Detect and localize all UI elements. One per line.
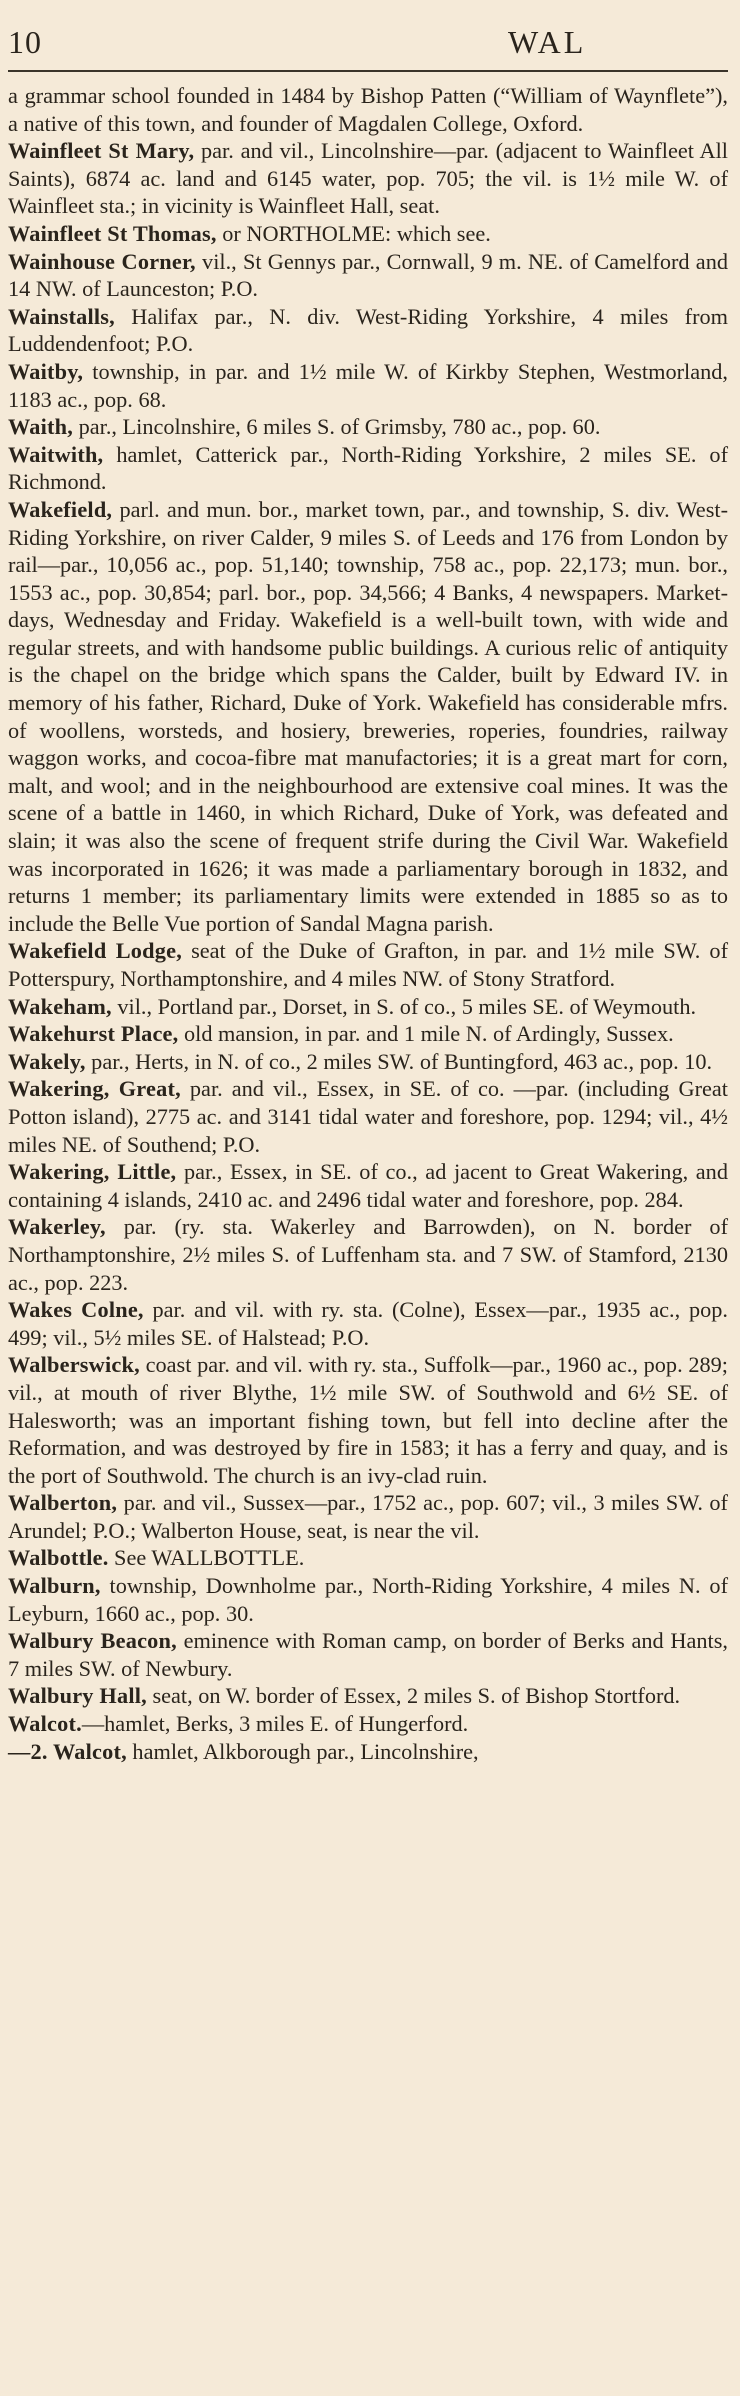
entry-headword: Wakefield,: [8, 496, 113, 522]
entry: [8, 1627, 728, 1682]
entry: [8, 937, 728, 992]
entry-headword: Wakes Colne,: [8, 1297, 144, 1323]
entry-headword: Wainfleet St Mary,: [8, 138, 195, 164]
entry-text: old mansion, in par. and 1 mile N. of Ardingly, Sussex.: [178, 1021, 674, 1047]
entry: [8, 1572, 728, 1627]
entry: [8, 1710, 728, 1738]
entry: [8, 1048, 728, 1076]
entry: [8, 248, 728, 303]
page-number: 10: [8, 24, 42, 60]
entry: [8, 1075, 728, 1158]
entry-headword: Wakefield Lodge,: [8, 938, 182, 964]
entry: [8, 1296, 728, 1351]
entry: [8, 303, 728, 358]
entry-text: coast par. and vil. with ry. sta., Suffolk—par., 1960 ac., pop. 289; vil., at mouth of river Blythe, 1½ mile SW. of Southwold and 6½ SE. of Halesworth; was an important fishing town, but fell into decline after the Reformation, and was destroyed by fire in 1583; it has a ferry and quay, and is the port of Southwold. The church is an ivy-clad ruin.: [8, 1352, 728, 1488]
entry-text: par. and vil., Essex, in SE. of co. —par. (including Great Potton island), 2775 ac. and 3141 tidal water and foreshore, pop. 1294; vil., 4½ miles NE. of Southend; P.O.: [8, 1076, 728, 1157]
entry: [8, 1682, 728, 1710]
entry-headword: Walberswick,: [8, 1352, 140, 1378]
entry-text: vil., St Gennys par., Cornwall, 9 m. NE. of Camelford and 14 NW. of Launceston; P.O.: [8, 248, 728, 302]
entry-text: eminence with Roman camp, on border of Berks and Hants, 7 miles SW. of Newbury.: [8, 1628, 728, 1681]
entry-text: —hamlet, Berks, 3 miles E. of Hungerford.: [81, 1711, 469, 1737]
entry-headword: Wakering, Little,: [8, 1159, 177, 1185]
entry: [8, 496, 728, 938]
entry-headword: Wakering, Great,: [8, 1076, 181, 1102]
entry-headword: Walbury Beacon,: [8, 1628, 177, 1654]
entry: [8, 1158, 728, 1213]
entry-headword: Walcot.: [8, 1711, 82, 1737]
entry-headword: Waitby,: [8, 358, 84, 384]
entry-text: hamlet, Alkborough par., Lincolnshire,: [126, 1738, 479, 1764]
entry-text: See WALLBOTTLE.: [108, 1545, 305, 1571]
entry-headword: Wainhouse Corner,: [8, 248, 196, 274]
entry-headword: Wakehurst Place,: [8, 1021, 179, 1047]
entry-text: par., Lincolnshire, 6 miles S. of Grimsby, 780 ac., pop. 60.: [73, 414, 601, 440]
entry-headword: Wakerley,: [8, 1214, 106, 1240]
entry: [8, 413, 728, 441]
entry: [8, 1544, 728, 1572]
entry-text: vil., Portland par., Dorset, in S. of co., 5 miles SE. of Weymouth.: [111, 993, 697, 1019]
entry-text: a grammar school founded in 1484 by Bishop Patten (“William of Waynflete”), a native of this town, and founder of Magdalen College, Oxford.: [8, 83, 728, 136]
entry-headword: Walberton,: [8, 1490, 118, 1516]
entry-text: township, in par. and 1½ mile W. of Kirkby Stephen, Westmorland, 1183 ac., pop. 68.: [8, 358, 728, 412]
entry: [8, 1020, 728, 1048]
entry-text: hamlet, Catterick par., North-Riding Yorkshire, 2 miles SE. of Richmond.: [8, 441, 728, 495]
page-header: [8, 0, 728, 72]
entry-headword: Wainstalls,: [8, 303, 115, 329]
entry-text: par. and vil., Sussex—par., 1752 ac., pop. 607; vil., 3 miles SW. of Arundel; P.O.; Walberton House, seat, is near the vil.: [8, 1490, 728, 1543]
entry-headword: Walbottle.: [8, 1545, 109, 1571]
entry-text: Halifax par., N. div. West-Riding Yorkshire, 4 miles from Luddendenfoot; P.O.: [8, 303, 728, 357]
entry-headword: Wainfleet St Thomas,: [8, 220, 217, 246]
entry-text: par., Essex, in SE. of co., ad jacent to Great Wakering, and containing 4 islands, 2410 ac. and 2496 tidal water and foreshore, pop. 284.: [8, 1159, 728, 1212]
entry-headword: Waith,: [8, 414, 74, 440]
entry-headword: Waitwith,: [8, 441, 104, 467]
entry: [8, 441, 728, 496]
entry-text: seat of the Duke of Grafton, in par. and 1½ mile SW. of Potterspury, Northamptonshire, and 4 miles NW. of Stony Stratford.: [8, 938, 728, 991]
entry: [8, 220, 728, 248]
entry-text: parl. and mun. bor., market town, par., and township, S. div. West-Riding Yorkshire, on river Calder, 9 miles S. of Leeds and 176 from London by rail—par., 10,056 ac., pop. 51,140; township, 758 ac., pop. 22,173; mun. bor., 1553 ac., pop. 30,854; parl. bor., pop. 34,566; 4 Banks, 4 newspapers. Market-days, Wednesday and Friday. Wakefield is a well-built town, with wide and regular streets, and with handsome public buildings. A curious relic of antiquity is the chapel on the bridge which spans the Calder, built by Edward IV. in memory of his father, Richard, Duke of York. Wakefield has considerable mfrs. of woollens, worsteds, and hosiery, breweries, roperies, foundries, railway waggon works, and cocoa-fibre mat manufactories; it is a great mart for corn, malt, and wool; and in the neighbourhood are extensive coal mines. It was the scene of a battle in 1460, in which Richard, Duke of York, was defeated and slain; it was also the scene of frequent strife during the Civil War. Wakefield was incorporated in 1626; it was made a parliamentary borough in 1832, and returns 1 member; its parliamentary limits were extended in 1885 so as to include the Belle Vue portion of Sandal Magna parish.: [8, 496, 728, 936]
entry-continuation: [8, 82, 728, 137]
entry: [8, 1489, 728, 1544]
entry: [8, 1213, 728, 1296]
entry-text: par. and vil., Lincolnshire—par. (adjacent to Wainfleet All Saints), 6874 ac. land and 6145 water, pop. 705; the vil. is 1½ mile W. of Wainfleet sta.; in vicinity is Wainfleet Hall, seat.: [8, 138, 728, 219]
entry-headword: —2. Walcot,: [8, 1738, 127, 1764]
entry: [8, 358, 728, 413]
entry-text: par. and vil. with ry. sta. (Colne), Essex—par., 1935 ac., pop. 499; vil., 5½ miles SE. of Halstead; P.O.: [8, 1297, 728, 1350]
entry-headword: Wakeham,: [8, 993, 112, 1019]
entry: [8, 993, 728, 1021]
entry-headword: Walburn,: [8, 1573, 101, 1599]
entry-headword: Wakely,: [8, 1048, 86, 1074]
running-head: WAL: [508, 24, 587, 60]
entry: [8, 1738, 728, 1766]
entry-text: par. (ry. sta. Wakerley and Barrowden), on N. border of Northamptonshire, 2½ miles S. of Luffenham sta. and 7 SW. of Stamford, 2130 ac., pop. 223.: [8, 1214, 728, 1295]
entry-text: par., Herts, in N. of co., 2 miles SW. of Buntingford, 463 ac., pop. 10.: [85, 1048, 713, 1074]
entry: [8, 137, 728, 220]
entry-text: or NORTHOLME: which see.: [216, 220, 491, 246]
gazetteer-body: [8, 82, 728, 1765]
entry: [8, 1351, 728, 1489]
entry-text: township, Downholme par., North-Riding Yorkshire, 4 miles N. of Leyburn, 1660 ac., pop. 30.: [8, 1573, 728, 1626]
entry-text: seat, on W. border of Essex, 2 miles S. of Bishop Stortford.: [146, 1683, 681, 1709]
entry-headword: Walbury Hall,: [8, 1683, 147, 1709]
